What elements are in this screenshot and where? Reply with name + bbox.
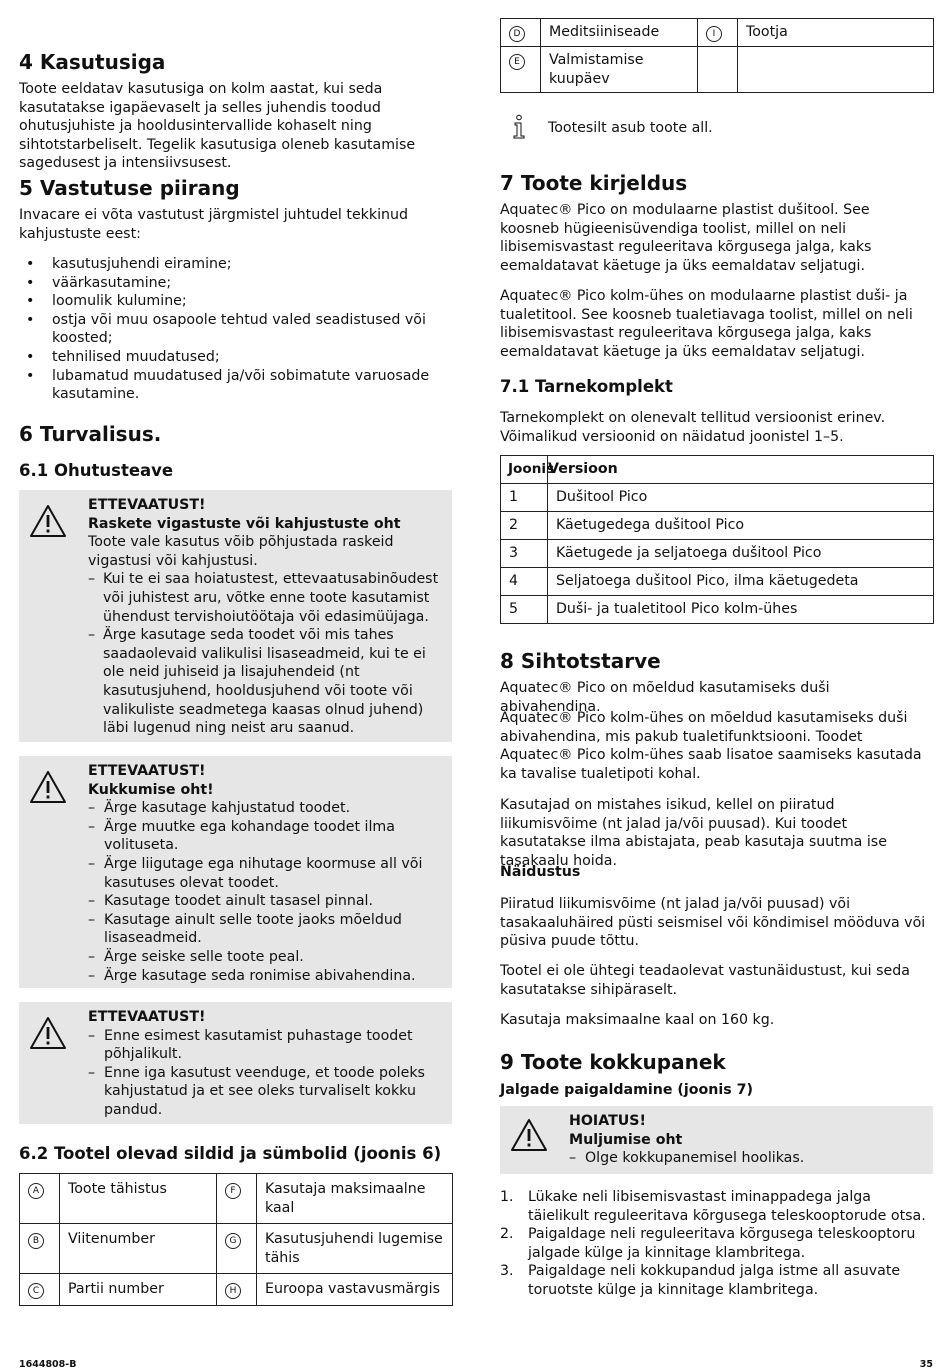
list-item: • väärkasutamine; bbox=[19, 274, 452, 293]
label-key: G bbox=[225, 1233, 241, 1249]
list-item: – Ärge muutke ega kohandage toodet ilma volituseta. bbox=[88, 818, 395, 854]
section-7-1-body: Tarnekomplekt on olenevalt tellitud versioonist erinev. Võimalikud versioonid on näidatud joonistel 1–5. bbox=[500, 410, 886, 445]
list-item: – Ärge seiske selle toote peal. bbox=[88, 948, 304, 965]
caution-heading: Raskete vigastuste või kahjustuste oht bbox=[88, 515, 401, 532]
label-value: Kasutusjuhendi lugemise tähis bbox=[257, 1224, 453, 1274]
info-icon bbox=[510, 114, 528, 140]
warning-box-pinch bbox=[500, 1106, 933, 1174]
warning-triangle-icon bbox=[510, 1118, 548, 1152]
list-item: 1. Lükake neli libisemisvastast iminappadega jalga täielikult reguleeritava kõrgusega teleskooptorude otsa. bbox=[500, 1189, 926, 1224]
versions-table bbox=[500, 455, 934, 624]
table-row: 1 Dušitool Pico bbox=[501, 484, 934, 512]
table-row bbox=[20, 1174, 453, 1224]
label-value: Kasutaja maksimaalne kaal bbox=[257, 1174, 453, 1224]
label-key: E bbox=[509, 54, 525, 70]
label-value: Toote tähistus bbox=[60, 1174, 217, 1224]
column-header: Joonis bbox=[501, 456, 548, 484]
caution-box-cleaning bbox=[19, 1002, 452, 1124]
section-6-title: 6 Turvalisus. bbox=[19, 422, 162, 446]
label-key: F bbox=[225, 1183, 241, 1199]
section-6-2-title: 6.2 Tootel olevad sildid ja sümbolid (joonis 6) bbox=[19, 1144, 442, 1163]
section-8-p1: Aquatec® Pico on mõeldud kasutamiseks duši abivahendina. bbox=[500, 680, 830, 715]
assembly-steps bbox=[500, 1188, 933, 1300]
section-4-body: Toote eeldatav kasutusiga on kolm aastat, kui seda kasutatakse igapäevaselt ja selles juhendis toodud ohutusjuhiste ja hooldusintervallide kohaselt ning sihtotstarbeliselt. Tegelik kasutusiga oleneb kasutamise sagedusest ja intensiivsusest. bbox=[19, 81, 416, 172]
info-note: Tootesilt asub toote all. bbox=[548, 120, 713, 136]
list-item: 3. Paigaldage neli kokkupandud jalga istme all asuvate toruotste külge ja kinnitage klambritega. bbox=[500, 1263, 901, 1298]
table-row bbox=[501, 19, 934, 47]
section-6-1-title: 6.1 Ohutusteave bbox=[19, 461, 174, 480]
label-key: D bbox=[509, 26, 525, 42]
caution-text: Toote vale kasutus võib põhjustada raskeid vigastusi või kahjustusi. bbox=[88, 534, 394, 569]
section-7-title: 7 Toote kirjeldus bbox=[500, 171, 688, 195]
section-8-p4: Piiratud liikumisvõime (nt jalad ja/või puusad) või tasakaaluhäired püsti seismisel või kõndimisel mööduva või püsiva puude tõttu. bbox=[500, 896, 926, 950]
label-key: H bbox=[225, 1283, 241, 1299]
table-row: 5 Duši- ja tualetitool Pico kolm-ühes bbox=[501, 596, 934, 624]
label-value: Valmistamise kuupäev bbox=[541, 47, 698, 93]
column-header: Versioon bbox=[548, 456, 934, 484]
list-item: – Enne esimest kasutamist puhastage toodet põhjalikult. bbox=[88, 1027, 413, 1063]
warning-heading: Muljumise oht bbox=[569, 1131, 683, 1148]
list-item: – Ärge kasutage seda ronimise abivahendina. bbox=[88, 967, 416, 984]
liability-list bbox=[19, 255, 452, 404]
section-8-title: 8 Sihtotstarve bbox=[500, 649, 661, 673]
caution-label: ETTEVAATUST! bbox=[88, 497, 206, 513]
caution-heading: Kukkumise oht! bbox=[88, 781, 214, 798]
labels-table-part-1 bbox=[19, 1173, 453, 1306]
list-item: – Ärge kasutage kahjustatud toodet. bbox=[88, 800, 351, 817]
section-8-p2: Aquatec® Pico kolm-ühes on mõeldud kasutamiseks duši abivahendina, mis pakub tualetifunktsiooni. Toodet Aquatec® Pico kolm-ühes saab lisatoe saamiseks kasutada ka tavalise tualetipoti kohal. bbox=[500, 710, 922, 782]
list-item: – Kui te ei saa hoiatustest, ettevaatusabinõudest või juhistest aru, võtke enne toote kasutamist ühendust tervishoiutöötaja või edasimüüjaga. bbox=[88, 571, 439, 625]
caution-label: ETTEVAATUST! bbox=[88, 1009, 206, 1025]
section-7-p2: Aquatec® Pico kolm-ühes on modulaarne plastist duši- ja tualetitool. See koosneb tualetiavaga toolist, millel on neli libisemisvastast reguleeritava kõrgusega jalga, kaks eemaldatavat käetuge ja üks eemaldatav seljatugi. bbox=[500, 288, 913, 360]
list-item: • tehnilised muudatused; bbox=[19, 348, 452, 367]
list-item: • kasutusjuhendi eiramine; bbox=[19, 255, 452, 274]
list-item: – Kasutage toodet ainult tasasel pinnal. bbox=[88, 893, 373, 910]
caution-label: ETTEVAATUST! bbox=[88, 763, 206, 779]
warning-label: HOIATUS! bbox=[569, 1113, 646, 1129]
list-item: – Enne iga kasutust veenduge, et toode poleks kahjustatud ja et see oleks turvaliselt kokku pandud. bbox=[88, 1064, 425, 1118]
label-value: Viitenumber bbox=[60, 1224, 217, 1274]
warning-triangle-icon bbox=[29, 1016, 67, 1050]
list-item: • ostja või muu osapoole tehtud valed seadistused või koosted; bbox=[19, 311, 452, 348]
list-item: – Kasutage ainult selle toote jaoks mõeldud lisaseadmeid. bbox=[88, 911, 402, 947]
label-value: Partii number bbox=[60, 1274, 217, 1306]
list-item: – Ärge kasutage seda toodet või mis tahes saadaolevaid valikulisi lisaseadmeid, kui te ei ole neid juhiseid ja lisajuhendeid (nt kasutusjuhend, hooldusjuhend või toote või valikuliste seadmetega kaasas olnud juhend) läbi lugenud ning neist aru saanud. bbox=[88, 627, 426, 737]
page-number: 35 bbox=[919, 1359, 933, 1370]
warning-triangle-icon bbox=[29, 504, 67, 538]
table-row bbox=[20, 1224, 453, 1274]
caution-box-fall bbox=[19, 756, 452, 988]
section-9-subtitle: Jalgade paigaldamine (joonis 7) bbox=[500, 1082, 753, 1098]
table-row bbox=[501, 47, 934, 93]
list-item: • loomulik kulumine; bbox=[19, 292, 452, 311]
section-5-intro: Invacare ei võta vastutust järgmistel juhtudel tekkinud kahjustuste eest: bbox=[19, 207, 409, 242]
section-8-p3: Kasutajad on mistahes isikud, kellel on piiratud liikumisvõime (nt jalad ja/või puusad). Kui toodet kasutatakse ilma abistajata, peab kasutaja suutma ise tasakaalu hoida. bbox=[500, 797, 887, 869]
table-row: 4 Seljatoega dušitool Pico, ilma käetugedeta bbox=[501, 568, 934, 596]
section-9-title: 9 Toote kokkupanek bbox=[500, 1050, 726, 1074]
label-key: B bbox=[28, 1233, 44, 1249]
section-4-title: 4 Kasutusiga bbox=[19, 50, 166, 74]
warning-triangle-icon bbox=[29, 770, 67, 804]
section-7-1-title: 7.1 Tarnekomplekt bbox=[500, 377, 673, 396]
label-key: C bbox=[28, 1283, 44, 1299]
indication-title: Näidustus bbox=[500, 864, 581, 880]
table-row bbox=[20, 1274, 453, 1306]
section-7-p1: Aquatec® Pico on modulaarne plastist dušitool. See koosneb hügieenisüvendiga toolist, millel on neli libisemisvastast reguleeritava kõrgusega jalga, kaks eemaldatavat käetuge ja üks eemaldatav seljatugi. bbox=[500, 202, 872, 274]
section-8-p5: Tootel ei ole ühtegi teadaolevat vastunäidustust, kui seda kasutatakse sihipäraselt. bbox=[500, 963, 910, 998]
document-number: 1644808-B bbox=[19, 1359, 77, 1370]
section-5-title: 5 Vastutuse piirang bbox=[19, 176, 240, 200]
table-row: 3 Käetugede ja seljatoega dušitool Pico bbox=[501, 540, 934, 568]
label-value: Tootja bbox=[738, 19, 934, 47]
list-item: • lubamatud muudatused ja/või sobimatute varuosade kasutamine. bbox=[19, 367, 452, 404]
label-key: I bbox=[706, 26, 722, 42]
label-value: Meditsiiniseade bbox=[541, 19, 698, 47]
table-header-row bbox=[501, 456, 934, 484]
labels-table-part-2 bbox=[500, 18, 934, 93]
list-item: 2. Paigaldage neli reguleeritava kõrgusega teleskooptoru jalgade külge ja kinnitage klambritega. bbox=[500, 1226, 916, 1261]
label-key: A bbox=[28, 1183, 44, 1199]
table-row: 2 Käetugedega dušitool Pico bbox=[501, 512, 934, 540]
label-value: Euroopa vastavusmärgis bbox=[257, 1274, 453, 1306]
section-8-p6: Kasutaja maksimaalne kaal on 160 kg. bbox=[500, 1012, 775, 1028]
list-item: – Olge kokkupanemisel hoolikas. bbox=[569, 1150, 805, 1167]
list-item: – Ärge liigutage ega nihutage koormuse all või kasutuses olevat toodet. bbox=[88, 855, 423, 891]
caution-box-injury bbox=[19, 490, 452, 742]
